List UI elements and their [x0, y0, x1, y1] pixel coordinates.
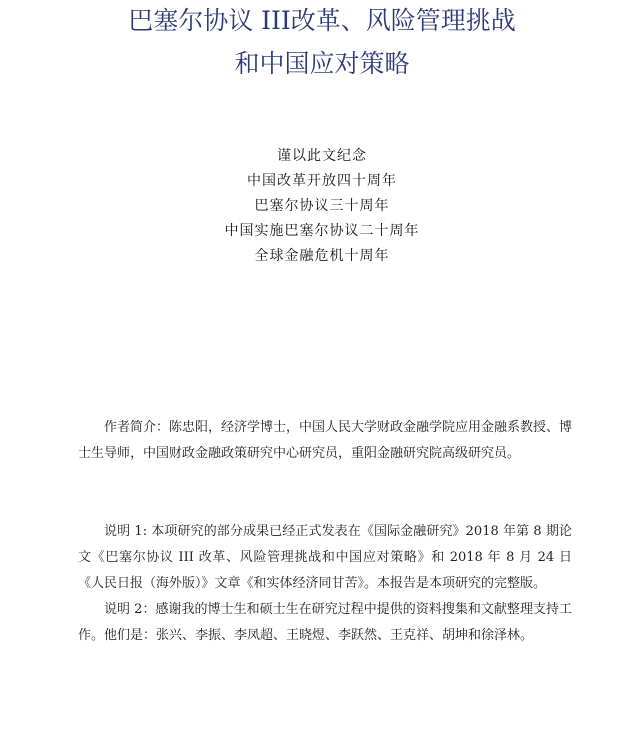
- dedication-line: 巴塞尔协议三十周年: [254, 198, 390, 214]
- author-intro-paragraph: 作者简介：陈忠阳，经济学博士，中国人民大学财政金融学院应用金融系教授、博士生导师，中国财政金融政策研究中心研究员，重阳金融研究院高级研究员。: [78, 420, 573, 461]
- dedication-line: 全球金融危机十周年: [254, 248, 390, 264]
- document-title-line-1: 巴塞尔协议 III改革、风险管理挑战: [128, 6, 516, 35]
- dedication-line: 中国实施巴塞尔协议二十周年: [224, 223, 420, 239]
- dedication-block: [0, 144, 644, 269]
- document-title-line-2: 和中国应对策略: [234, 49, 410, 78]
- dedication-line: 谨以此文纪念: [277, 148, 367, 164]
- note-1-paragraph: 说明 1: 本项研究的部分成果已经正式发表在《国际金融研究》2018 年第 8 期论文《巴塞尔协议 III 改革、风险管理挑战和中国应对策略》和 2018 年 8 月 24 日《人民日报（海外版）》文章《和实体经济同甘苦》。本报告是本项研究的完整版。: [78, 524, 572, 591]
- dedication-line: 中国改革开放四十周年: [247, 173, 397, 189]
- note-2-paragraph: 说明 2：感谢我的博士生和硕士生在研究过程中提供的资料搜集和文献整理支持工作。他们是：张兴、李振、李凤超、王晓煜、李跃然、王克祥、胡坤和徐泽林。: [78, 602, 572, 643]
